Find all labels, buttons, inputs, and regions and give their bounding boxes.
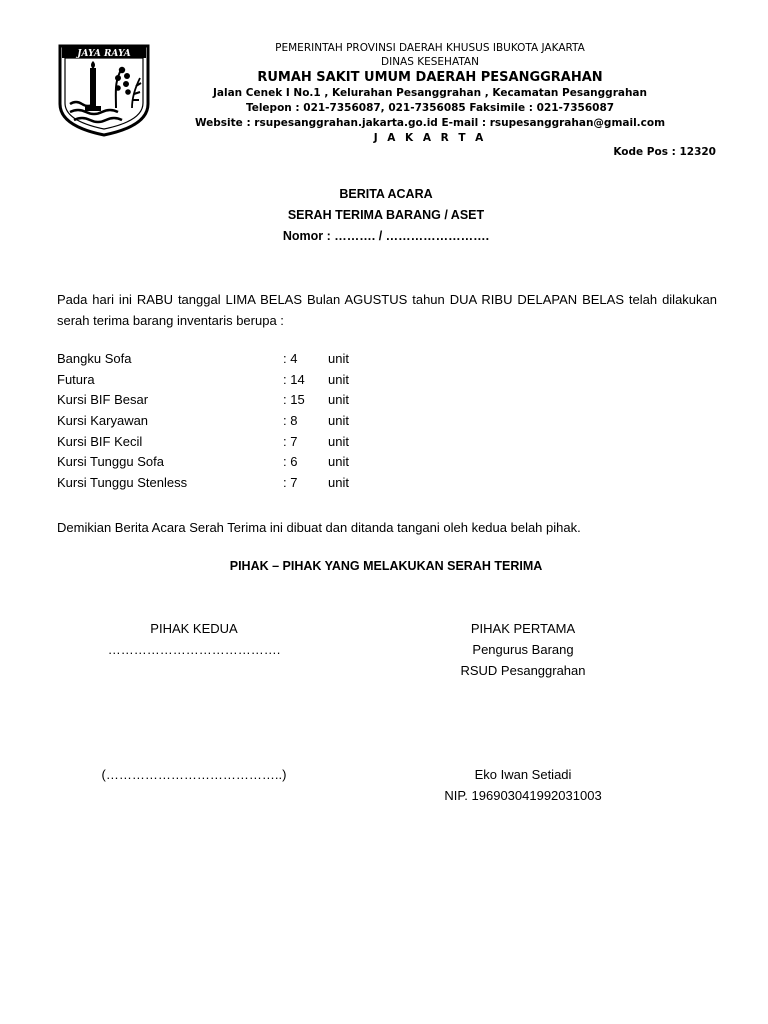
list-item (57, 413, 457, 434)
pihak-pertama-role: Pengurus Barang (472, 642, 574, 657)
item-name: Kursi Karyawan (57, 413, 149, 429)
letterhead-department: DINAS KESEHATAN (381, 56, 479, 68)
list-item (57, 454, 457, 475)
pihak-pertama-label: PIHAK PERTAMA (470, 621, 576, 636)
item-unit: unit (328, 475, 349, 491)
document-number: Nomor : ………. / ……………………. (282, 229, 490, 243)
item-quantity: : 14 (283, 371, 305, 387)
item-unit: unit (328, 351, 349, 366)
pihak-kedua-signature-blank: (…………………………………..) (101, 767, 287, 782)
item-unit: unit (328, 413, 349, 429)
letterhead-website-email: Website : rsupesanggrahan.jakarta.go.id E-mail : rsupesanggrahan@gmail.com (194, 117, 666, 129)
item-name: Kursi Tunggu Stenless (57, 475, 188, 491)
item-unit: unit (328, 433, 349, 449)
letterhead-hospital-name: RUMAH SAKIT UMUM DAERAH PESANGGRAHAN (257, 70, 603, 85)
signature-heading: PIHAK – PIHAK YANG MELAKUKAN SERAH TERIMA (229, 559, 543, 573)
letterhead-government: PEMERINTAH PROVINSI DAERAH KHUSUS IBUKOTA JAKARTA (275, 42, 585, 54)
item-name: Kursi Tunggu Sofa (57, 454, 164, 470)
item-quantity: : 8 (283, 413, 298, 429)
item-name: Kursi BIF Kecil (57, 433, 143, 449)
list-item (57, 434, 457, 455)
item-quantity: : 4 (283, 351, 298, 366)
item-name: Bangku Sofa (57, 351, 132, 366)
letterhead-address: Jalan Cenek I No.1 , Kelurahan Pesanggrahan , Kecamatan Pesanggrahan (213, 87, 647, 99)
item-quantity: : 7 (283, 475, 298, 491)
list-item (57, 351, 457, 372)
jaya-raya-logo (56, 42, 152, 138)
letterhead-city: J A K A R T A (373, 132, 487, 144)
item-quantity: : 7 (283, 433, 298, 449)
item-unit: unit (328, 392, 349, 408)
pihak-pertama-organization: RSUD Pesanggrahan (460, 663, 586, 678)
pihak-pertama-nip: NIP. 196903041992031003 (444, 788, 602, 803)
list-item (57, 475, 457, 496)
logo-text: JAYA RAYA (77, 49, 131, 59)
item-quantity: : 15 (283, 392, 305, 408)
letterhead-phone: Telepon : 021-7356087, 021-7356085 Faksimile : 021-7356087 (245, 102, 615, 114)
item-list (57, 351, 457, 496)
item-quantity: : 6 (283, 454, 298, 470)
list-item (57, 392, 457, 413)
document-title: BERITA ACARA (339, 187, 433, 201)
item-unit: unit (328, 454, 349, 470)
document-subtitle: SERAH TERIMA BARANG / ASET (287, 208, 485, 222)
intro-paragraph: Pada hari ini RABU tanggal LIMA BELAS Bulan AGUSTUS tahun DUA RIBU DELAPAN BELAS telah dilakukan serah terima barang inventaris berupa : (57, 292, 717, 328)
pihak-kedua-name-blank: …………………………………. (107, 642, 281, 657)
item-name: Futura (57, 371, 95, 387)
item-name: Kursi BIF Besar (57, 392, 149, 408)
pihak-kedua-label: PIHAK KEDUA (150, 621, 238, 636)
letterhead-postal-code: Kode Pos : 12320 (613, 146, 716, 158)
list-item (57, 372, 457, 393)
closing-paragraph: Demikian Berita Acara Serah Terima ini dibuat dan ditanda tangani oleh kedua belah pihak. (57, 520, 581, 535)
pihak-pertama-name: Eko Iwan Setiadi (474, 767, 572, 782)
item-unit: unit (328, 371, 349, 387)
